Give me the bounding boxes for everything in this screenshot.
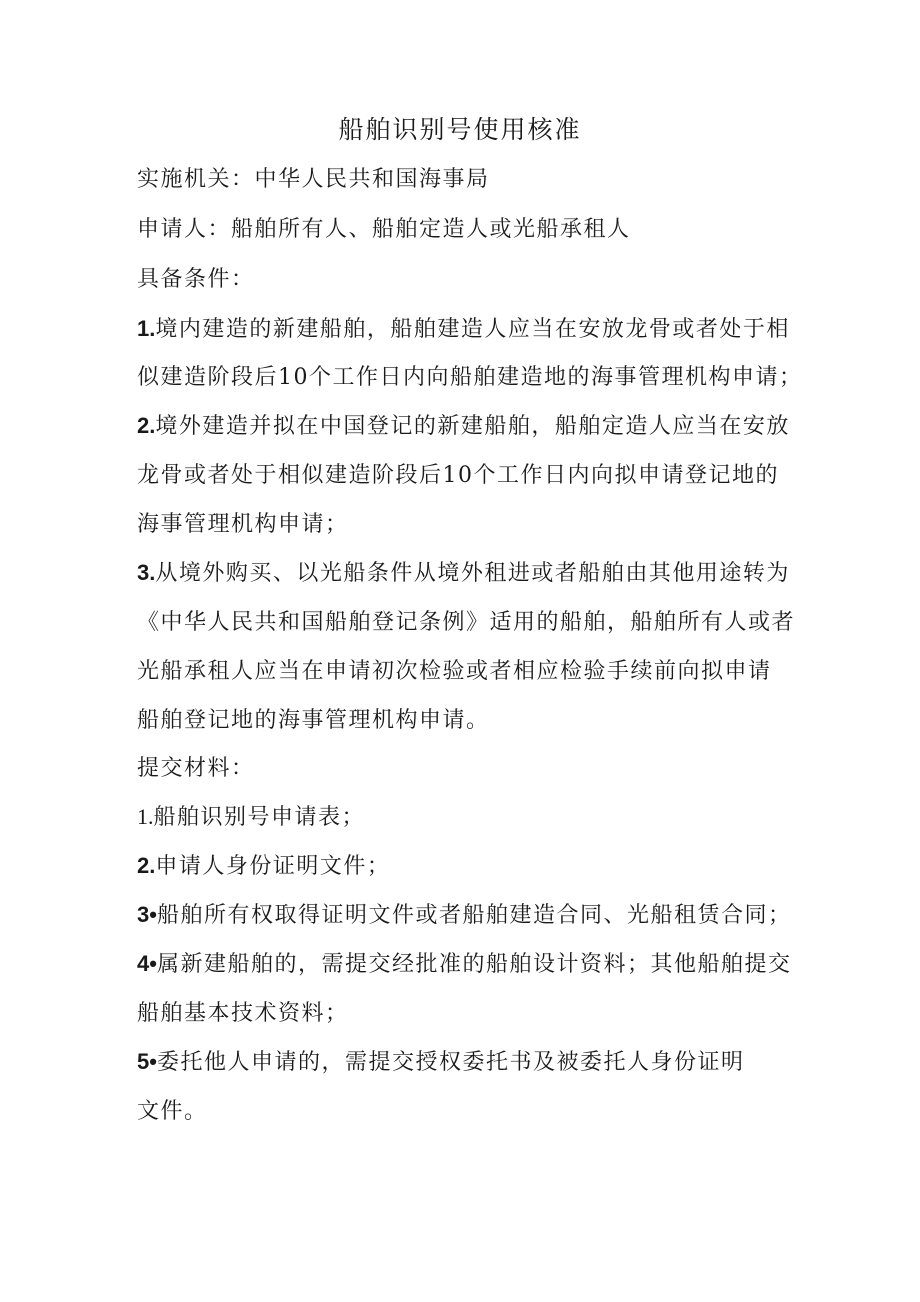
condition-2-number: 2. — [137, 413, 156, 438]
condition-1-line-1: 1.境内建造的新建船舶，船舶建造人应当在安放龙骨或者处于相 — [137, 316, 790, 342]
material-3-line-1: 3•船舶所有权取得证明文件或者船舶建造合同、光船租赁合同； — [137, 902, 792, 928]
material-4-line-1: 4•属新建船舶的，需提交经批准的船舶设计资料；其他船舶提交 — [137, 951, 792, 977]
material-4-line-2: 船舶基本技术资料； — [137, 1001, 349, 1026]
material-5-number: 5• — [137, 1049, 157, 1074]
material-1-line-1: 1.船舶识别号申请表； — [137, 804, 366, 830]
document-title: 船舶识别号使用核准 — [338, 115, 582, 144]
condition-3-line-1: 3.从境外购买、以光船条件从境外租进或者船舶由其他用途转为 — [137, 560, 790, 586]
material-5-line-2: 文件。 — [137, 1099, 208, 1124]
condition-3-number: 3. — [137, 560, 156, 585]
condition-1-line-2: 似建造阶段后10个工作日内向船舶建造地的海事管理机构申请； — [137, 365, 803, 390]
condition-3-line-2: 《中华人民共和国船舶登记条例》适用的船舶，船舶所有人或者 — [137, 610, 796, 635]
conditions-heading: 具备条件： — [137, 267, 255, 292]
condition-2-line-1: 2.境外建造并拟在中国登记的新建船舶，船舶定造人应当在安放 — [137, 413, 790, 439]
condition-3-line-3: 光船承租人应当在申请初次检验或者相应检验手续前向拟申请 — [137, 659, 772, 684]
material-2-line-1: 2.申请人身份证明文件； — [137, 853, 391, 879]
condition-3-line-4: 船舶登记地的海事管理机构申请。 — [137, 708, 490, 733]
material-2-number: 2. — [137, 853, 156, 878]
material-4-number: 4• — [137, 951, 157, 976]
material-1-number: 1. — [137, 804, 154, 829]
agency-line: 实施机关：中华人民共和国海事局 — [137, 167, 490, 192]
condition-2-line-3: 海事管理机构申请； — [137, 512, 349, 537]
condition-1-number: 1. — [137, 316, 156, 341]
material-5-line-1: 5•委托他人申请的，需提交授权委托书及被委托人身份证明 — [137, 1049, 745, 1075]
condition-2-line-2: 龙骨或者处于相似建造阶段后10个工作日内向拟申请登记地的 — [137, 463, 779, 488]
materials-heading: 提交材料： — [137, 756, 255, 781]
applicant-line: 申请人：船舶所有人、船舶定造人或光船承租人 — [137, 217, 631, 242]
material-3-number: 3• — [137, 902, 157, 927]
